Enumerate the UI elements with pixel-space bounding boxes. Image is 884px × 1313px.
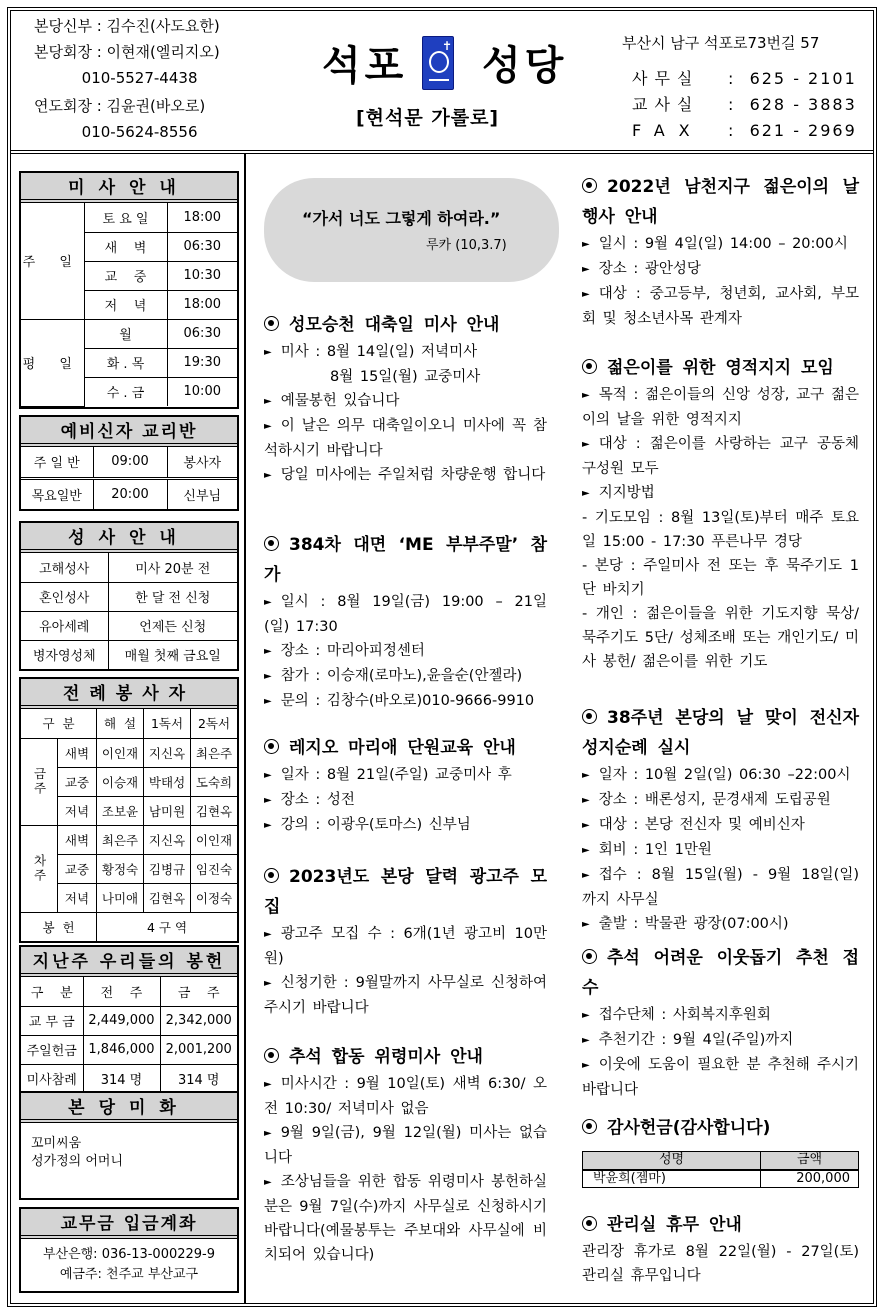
- notice-section: [582, 943, 859, 1102]
- arrow-bullet-icon: [582, 842, 599, 858]
- notice-title: [264, 1042, 547, 1072]
- notice-line-text: 출발 : 박물관 광장(07:00시): [598, 916, 789, 932]
- box-title: 본당미화: [21, 1093, 237, 1123]
- notice-section: [582, 703, 859, 937]
- account-number: 부산은행: 036-13-000229-9: [42, 1247, 216, 1262]
- funeral-leader: 연도회장 : 김윤권(바오로): [34, 97, 206, 115]
- notice-title-text: 추석 합동 위령미사 안내: [289, 1047, 483, 1067]
- notice-line: [582, 481, 859, 506]
- notice-section: [582, 172, 859, 331]
- box-title: 교무금 입금계좌: [21, 1209, 237, 1239]
- arrow-bullet-icon: [582, 436, 599, 452]
- notice-line: [582, 282, 859, 331]
- arrow-bullet-icon: [264, 594, 281, 610]
- parish-president-phone: 010-5527-4438: [34, 69, 198, 87]
- arrow-bullet-icon: [582, 261, 599, 277]
- notice-line: [264, 340, 547, 365]
- notice-title: [582, 1113, 859, 1143]
- arrow-bullet-icon: [582, 286, 599, 302]
- notice-line-text: 미사 : 8월 14일(일) 저녁미사: [280, 344, 478, 360]
- notice-section: [264, 310, 547, 488]
- notice-line-text: 일자 : 10월 2일(일) 06:30 –22:00시: [598, 767, 851, 783]
- arrow-bullet-icon: [264, 767, 281, 783]
- arrow-bullet-icon: [264, 975, 281, 991]
- mass-schedule-box: [19, 171, 239, 409]
- notice-line: [264, 463, 547, 488]
- parish-emblem-icon: ✝: [422, 36, 454, 90]
- radio-bullet-icon: [582, 949, 597, 964]
- notice-title-text: 384차 대면 ‘ME 부부주말’ 참가: [264, 535, 547, 585]
- radio-bullet-icon: [264, 868, 279, 883]
- offering-table: 구 분 전 주 금 주 교 무 금 2,449,000 2,342,000 주일헌금 1,846,000 2,001,200 미사참례 314 명 314 명: [21, 977, 237, 1093]
- flower-decoration-box: [19, 1091, 239, 1200]
- arrow-bullet-icon: [582, 485, 599, 501]
- notice-line: [264, 689, 547, 714]
- notice-line: [264, 813, 547, 838]
- notice-title-text: 관리실 휴무 안내: [607, 1215, 742, 1235]
- notice-title: [264, 733, 547, 763]
- arrow-bullet-icon: [264, 668, 281, 684]
- notice-line: [264, 1121, 547, 1170]
- column-header: 성명: [583, 1152, 761, 1170]
- arrow-bullet-icon: [264, 1125, 281, 1141]
- notice-line-text: 접수단체 : 사회복지후원회: [598, 1007, 771, 1023]
- notice-title-text: 감사헌금(감사합니다): [607, 1118, 771, 1138]
- notice-line-text: 조상님들을 위한 합동 위령미사 봉헌하실 분은 9월 7일(수)까지 사무실로 신청하시기 바랍니다(예물봉투는 주보대와 사무실에 비치되어 있습니다): [264, 1174, 547, 1263]
- arrow-bullet-icon: [582, 817, 599, 833]
- radio-bullet-icon: [582, 359, 597, 374]
- notice-line-text: 강의 : 이광우(토마스) 신부님: [280, 817, 471, 833]
- notice-line: [582, 554, 859, 602]
- notice-section: [582, 1210, 859, 1288]
- phone-list: [632, 66, 857, 144]
- parish-president: 본당회장 : 이현재(엘리지오): [34, 43, 220, 61]
- notice-line: [264, 389, 547, 414]
- notice-section: [264, 862, 547, 1020]
- clergy-info: [34, 13, 220, 145]
- notice-line-text: 일자 : 8월 21일(주일) 교중미사 후: [280, 767, 512, 783]
- notice-title: [264, 862, 547, 922]
- weekday-label: 평 일: [21, 319, 84, 406]
- notice-line: [582, 232, 859, 257]
- radio-bullet-icon: [264, 536, 279, 551]
- notice-line-text: 8월 15일(월) 교중미사: [330, 369, 481, 385]
- arrow-bullet-icon: [582, 236, 599, 252]
- notice-line-text: 예물봉헌 있습니다: [280, 393, 400, 409]
- notice-line: [582, 506, 859, 554]
- arrow-bullet-icon: [264, 693, 281, 709]
- notice-section: [264, 733, 547, 838]
- notice-line: [264, 1170, 547, 1267]
- arrow-bullet-icon: [264, 344, 281, 360]
- liturgy-ministers-box: [19, 677, 239, 943]
- phone-fax: FAX : 621 - 2969: [632, 121, 857, 140]
- notice-line-text: 일시 : 9월 4일(일) 14:00 – 20:00시: [598, 236, 848, 252]
- radio-bullet-icon: [582, 178, 597, 193]
- notice-line: [582, 1053, 859, 1102]
- sacraments-box: [19, 521, 239, 671]
- notice-title-text: 성모승천 대축일 미사 안내: [289, 315, 500, 335]
- box-title: 전례봉사자: [21, 679, 237, 709]
- notice-line: [264, 922, 547, 971]
- notice-title: [582, 353, 859, 383]
- notice-line-text: 참가 : 이승재(로마노),윤을순(안젤라): [280, 668, 523, 684]
- notice-title-text: 2022년 남천지구 젊은이의 날 행사 안내: [582, 177, 859, 227]
- notice-line-text: - 기도모임 : 8월 13일(토)부터 매주 토요일 15:00 - 17:30 푸른나무 경당: [582, 510, 859, 550]
- arrow-bullet-icon: [582, 867, 599, 883]
- account-holder: 예금주: 천주교 부산교구: [59, 1267, 199, 1282]
- notice-line: [264, 763, 547, 788]
- title-right: 성당: [482, 43, 568, 89]
- funeral-leader-phone: 010-5624-8556: [34, 123, 198, 141]
- notice-title: [264, 530, 547, 590]
- notice-line-text: 일시 : 8월 19일(금) 19:00 – 21일 (일) 17:30: [264, 594, 547, 635]
- sacraments-table: 고해성사 미사 20분 전 혼인성사 한 달 전 신청 유아세례 언제든 신청 병자영성체 매월 첫째 금요일: [21, 553, 237, 669]
- arrow-bullet-icon: [582, 1057, 599, 1073]
- notice-section: [264, 1042, 547, 1267]
- notice-line: [264, 1072, 547, 1121]
- notice-line-text: 문의 : 김창수(바오로)010-9666-9910: [280, 693, 535, 709]
- notice-section: [582, 1113, 859, 1188]
- arrow-bullet-icon: [264, 467, 281, 483]
- notice-line-text: - 본당 : 주일미사 전 또는 후 묵주기도 1단 바치기: [582, 558, 859, 598]
- notice-line-text: 목적 : 젊은이들의 신앙 성장, 교구 젊은이의 날을 위한 영적지지: [582, 387, 859, 428]
- arrow-bullet-icon: [264, 418, 281, 434]
- notice-line: [264, 971, 547, 1020]
- notice-line-text: 장소 : 배론성지, 문경새제 도립공원: [598, 792, 831, 808]
- notice-title-text: 38주년 본당의 날 맞이 전신자 성지순례 실시: [582, 708, 859, 758]
- notice-line-text: 추천기간 : 9월 4일(주일)까지: [598, 1032, 794, 1048]
- table-row: [583, 1170, 859, 1188]
- notice-line-text: 장소 : 성전: [280, 792, 355, 808]
- notice-line: [264, 590, 547, 639]
- notice-line-text: 당일 미사에는 주일처럼 차량운행 합니다: [280, 467, 546, 483]
- box-title: 지난주 우리들의 봉헌: [21, 947, 237, 977]
- notice-line: [582, 788, 859, 813]
- title-left: 석포: [322, 43, 408, 89]
- notice-line: [582, 763, 859, 788]
- notice-line-text: 대상 : 젊은이를 사랑하는 교구 공동체 구성원 모두: [582, 436, 859, 477]
- notice-title: [582, 943, 859, 1003]
- patron-saint: [현석문 가롤로]: [356, 107, 500, 129]
- notice-line-text: 신청기한 : 9월말까지 사무실로 신청하여 주시기 바랍니다: [264, 975, 547, 1016]
- radio-bullet-icon: [582, 1119, 597, 1134]
- arrow-bullet-icon: [264, 817, 281, 833]
- notice-line-text: 접수 : 8월 15일(월) - 9월 18일(일) 까지 사무실: [582, 867, 859, 908]
- notice-line-text: 이웃에 도움이 필요한 분 추천해 주시기 바랍니다: [582, 1057, 859, 1098]
- notice-title-text: 2023년도 본당 달력 광고주 모집: [264, 867, 547, 917]
- arrow-bullet-icon: [582, 792, 599, 808]
- catechumen-class-box: [19, 415, 239, 511]
- notice-line-text: 9월 9일(금), 9월 12일(월) 미사는 없습니다: [264, 1125, 547, 1166]
- column-header: 금액: [761, 1152, 859, 1170]
- address: 부산시 남구 석포로73번길 57: [622, 34, 820, 52]
- table-header: [583, 1152, 859, 1170]
- arrow-bullet-icon: [264, 1076, 281, 1092]
- scripture-quote: [264, 178, 559, 282]
- notice-line: [582, 1003, 859, 1028]
- header-divider: [10, 150, 874, 154]
- radio-bullet-icon: [264, 739, 279, 754]
- box-title: 성사안내: [21, 523, 237, 553]
- flower-team: 꼬미씨움: [31, 1136, 82, 1151]
- arrow-bullet-icon: [264, 393, 281, 409]
- pastor: 본당신부 : 김수진(사도요한): [34, 17, 220, 35]
- thanks-offering-table: [582, 1151, 859, 1188]
- catechumen-table: 주 일 반 09:00 봉사자 목요일반 20:00 신부님: [21, 447, 237, 509]
- notice-section: [264, 530, 547, 714]
- notice-line: [582, 383, 859, 432]
- arrow-bullet-icon: [582, 1007, 599, 1023]
- mass-table: 주 일 토 요 일 18:00 새 벽 06:30 교 중 10:30 저 녁 18:00 평 일 월 06:30 화 . 목 19:30 수 . 금 10:00: [21, 203, 237, 407]
- column-divider: [244, 154, 246, 1304]
- weekly-offering-box: [19, 945, 239, 1095]
- notice-line: [582, 257, 859, 282]
- arrow-bullet-icon: [264, 926, 281, 942]
- notice-line-text: 관리장 휴가로 8월 22일(월) - 27일(토) 관리실 휴무입니다: [582, 1244, 859, 1284]
- notice-line: [264, 788, 547, 813]
- phone-teachers: 교사실 : 628 - 3883: [632, 95, 857, 114]
- arrow-bullet-icon: [582, 1032, 599, 1048]
- flower-team: 성가정의 어머니: [31, 1154, 124, 1169]
- arrow-bullet-icon: [264, 1174, 281, 1190]
- notice-line-text: 미사시간 : 9월 10일(토) 새벽 6:30/ 오전 10:30/ 저녁미사 없음: [264, 1076, 547, 1117]
- notice-section: [582, 353, 859, 674]
- notice-title-text: 젊은이를 위한 영적지지 모임: [607, 358, 834, 378]
- radio-bullet-icon: [264, 316, 279, 331]
- quote-text: “가서 너도 그렇게 하여라.”: [302, 209, 501, 228]
- name-cell: 박윤희(젬마): [583, 1170, 761, 1188]
- notice-line-text: 장소 : 광안성당: [598, 261, 701, 277]
- arrow-bullet-icon: [582, 767, 599, 783]
- notice-line: [582, 813, 859, 838]
- notice-line: [264, 639, 547, 664]
- notice-line-text: 광고주 모집 수 : 6개(1년 광고비 10만원): [264, 926, 547, 967]
- arrow-bullet-icon: [264, 792, 281, 808]
- arrow-bullet-icon: [264, 643, 281, 659]
- notice-line-text: 지지방법: [598, 485, 655, 501]
- box-title: 미사안내: [21, 173, 237, 203]
- notice-line: [264, 664, 547, 689]
- notice-line: [582, 912, 859, 937]
- arrow-bullet-icon: [582, 387, 599, 403]
- radio-bullet-icon: [582, 709, 597, 724]
- amount-cell: 200,000: [761, 1170, 859, 1188]
- notice-line-text: 대상 : 중고등부, 청년회, 교사회, 부모회 및 청소년사목 관계자: [582, 286, 859, 327]
- radio-bullet-icon: [582, 1216, 597, 1231]
- parish-title: [322, 34, 568, 91]
- radio-bullet-icon: [264, 1048, 279, 1063]
- liturgy-table: 구 분 해 설 1독서 2독서 금주 새벽 이인재 지신옥 최은주 교중 이승재 박태성 도숙희 저녁 조보윤 남미원 김현옥 차주 새벽 최은주 지신옥 이인재 교중 황정숙 김병규 임진숙 저녁 나미애 김현옥 이정숙 봉 헌 4 구 역: [21, 709, 237, 941]
- notice-line: [264, 414, 547, 463]
- quote-source: 루카 (10,3.7): [426, 238, 507, 253]
- sunday-label: 주 일: [21, 203, 84, 319]
- bank-account-box: [19, 1207, 239, 1293]
- notice-line-text: 이 날은 의무 대축일이오니 미사에 꼭 참석하시기 바랍니다: [264, 418, 547, 459]
- notice-line: [582, 1240, 859, 1288]
- notice-title-text: 추석 어려운 이웃돕기 추천 접수: [582, 948, 859, 998]
- notice-title: [264, 310, 547, 340]
- notice-line: [582, 838, 859, 863]
- notice-line: [264, 365, 547, 389]
- notice-line: [582, 863, 859, 912]
- notice-title-text: 레지오 마리애 단원교육 안내: [289, 738, 516, 758]
- notice-line-text: - 개인 : 젊은이들을 위한 기도지향 묵상/ 묵주기도 5단/ 성체조배 또는 개인기도/ 미사 봉헌/ 젊은이를 위한 기도: [582, 606, 859, 670]
- notice-line-text: 장소 : 마리아피정센터: [280, 643, 425, 659]
- notice-line: [582, 1028, 859, 1053]
- notice-title: [582, 1210, 859, 1240]
- notice-title: [582, 703, 859, 763]
- notice-line-text: 대상 : 본당 전신자 및 예비신자: [598, 817, 805, 833]
- phone-office: 사무실 : 625 - 2101: [632, 69, 857, 88]
- notice-line-text: 회비 : 1인 1만원: [598, 842, 712, 858]
- notice-title: [582, 172, 859, 232]
- arrow-bullet-icon: [582, 916, 599, 932]
- notice-line: [582, 602, 859, 674]
- box-title: 예비신자 교리반: [21, 417, 237, 447]
- notice-line: [582, 432, 859, 481]
